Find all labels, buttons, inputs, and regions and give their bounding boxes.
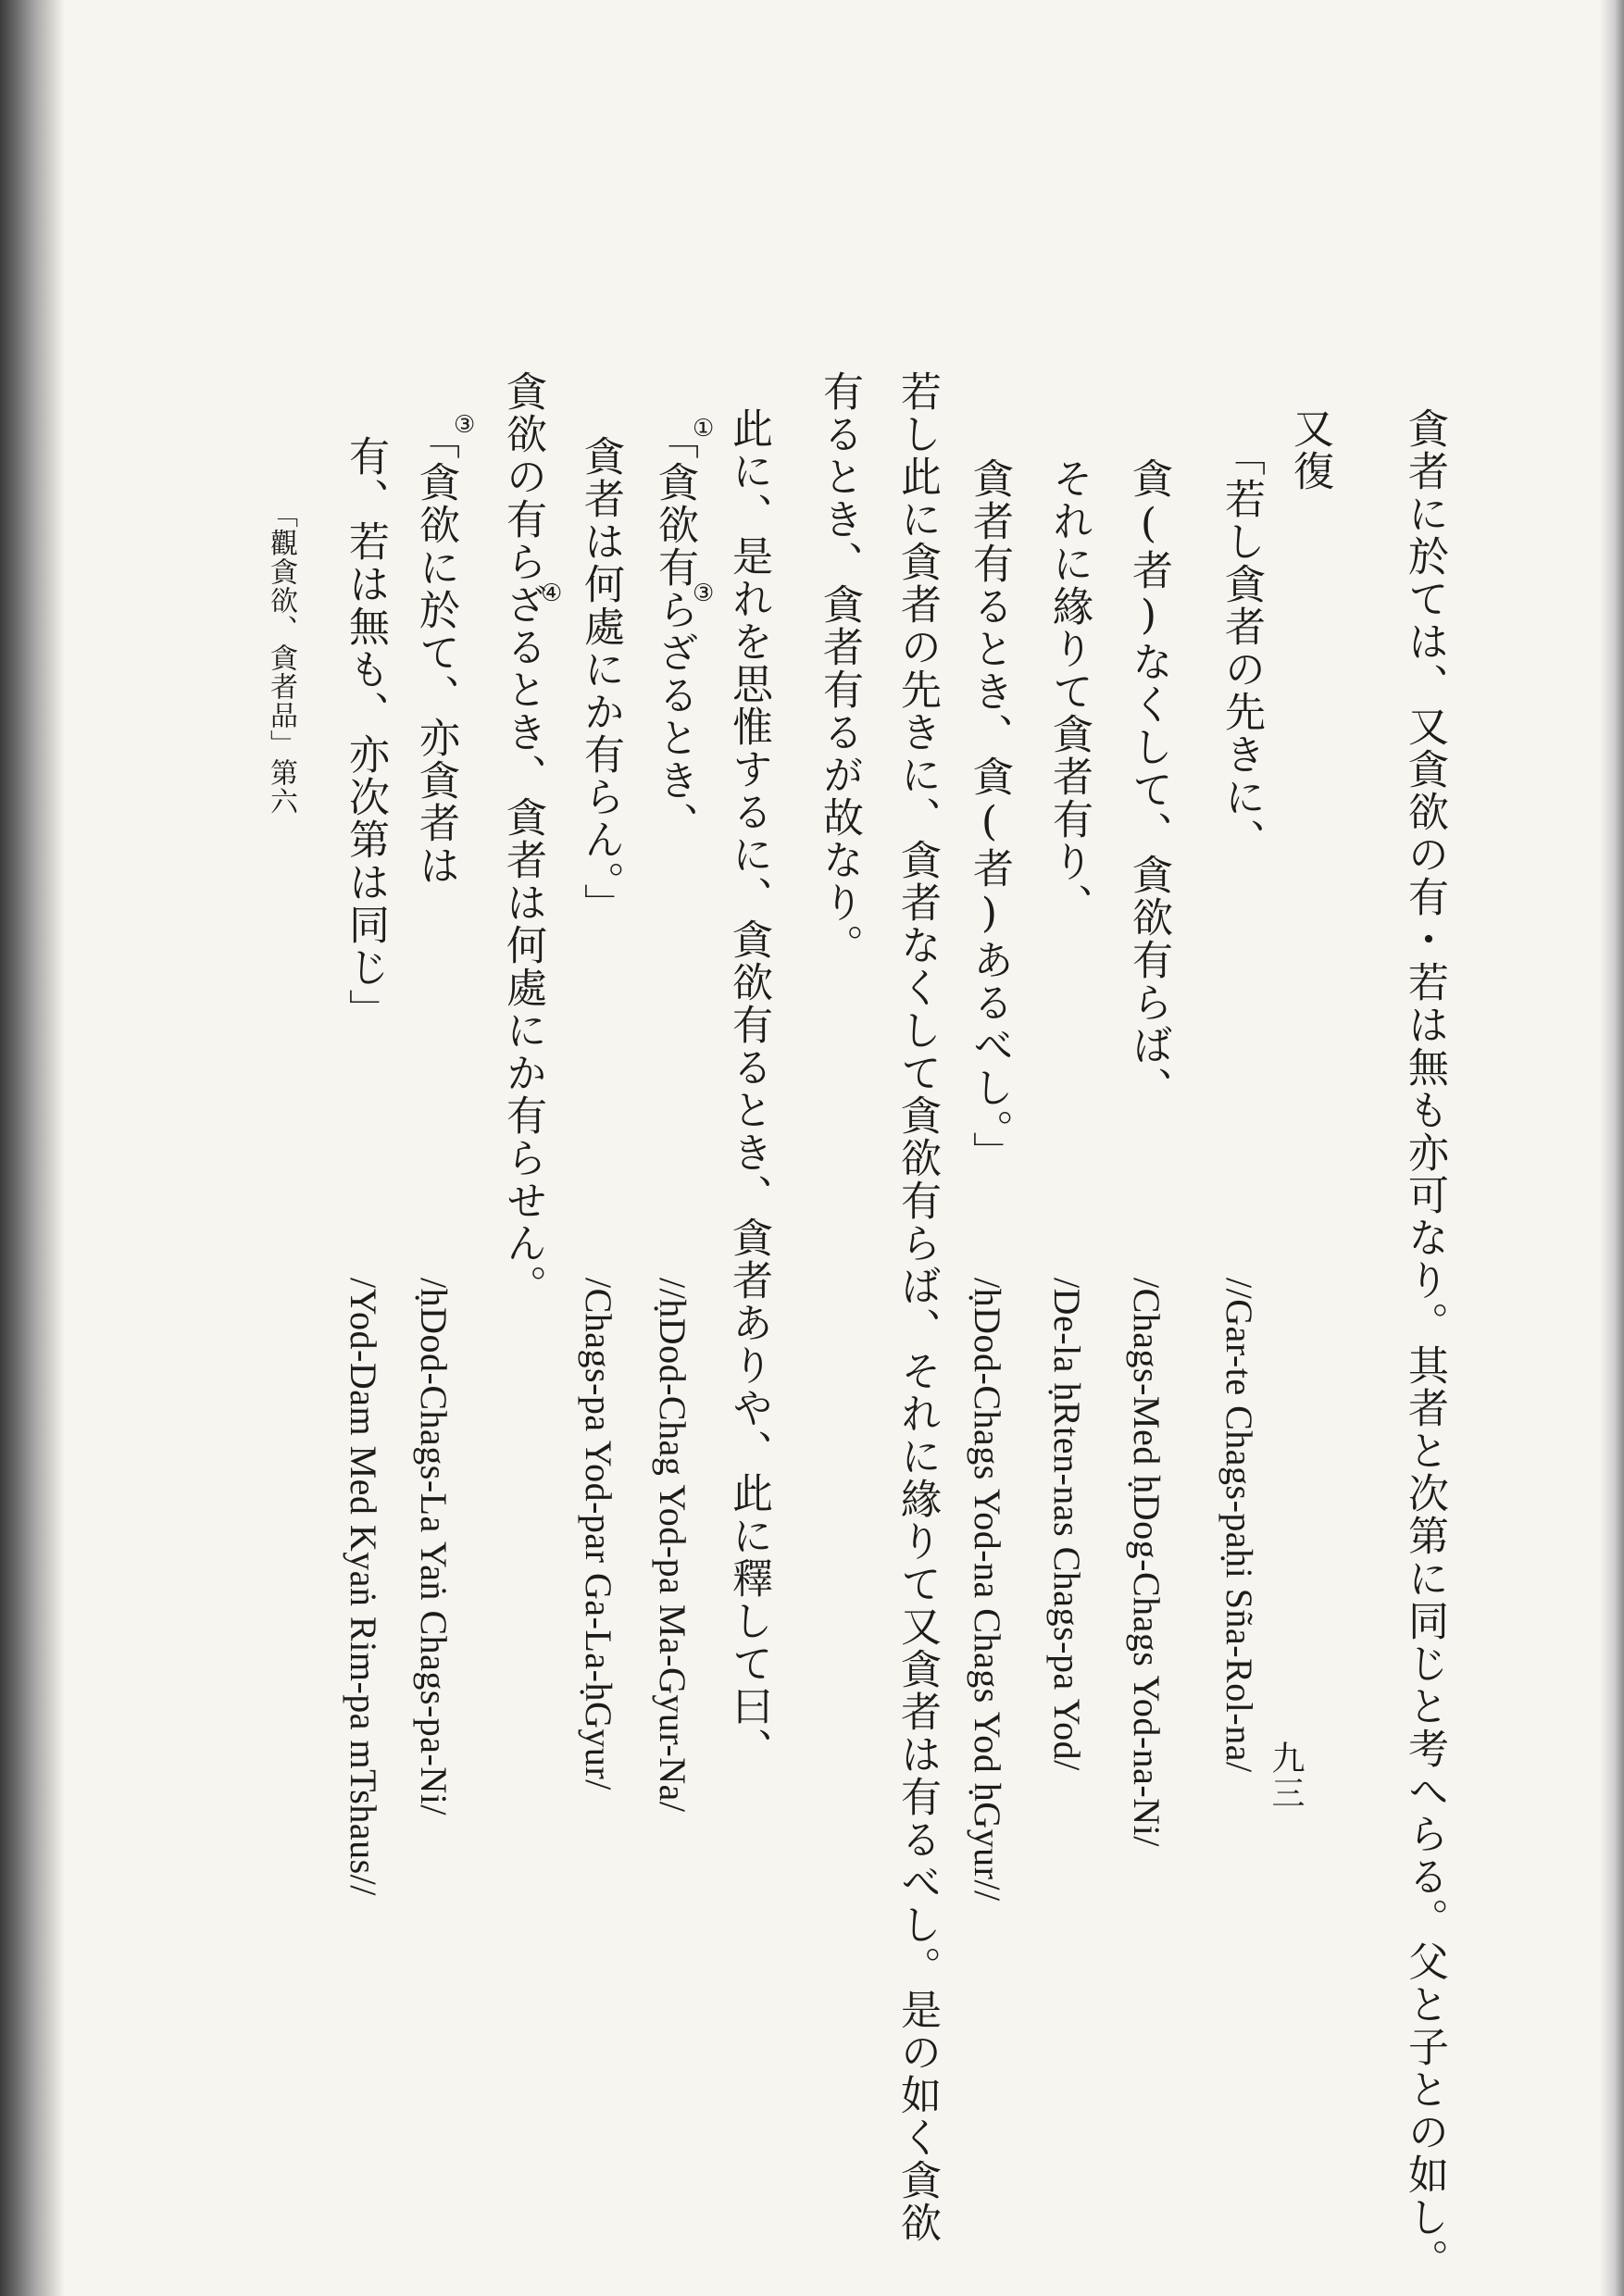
note-marker-4: ④: [541, 580, 563, 607]
text-column-12: 貪欲の有らざるとき、貪者は何處にか有らせん。: [499, 370, 546, 1307]
note-marker-3b: ③: [454, 411, 476, 439]
tibetan-line-7: /ḥDod-Chags-La Yaṅ Chags-pa-Ni/: [413, 1278, 455, 1816]
text-column-1: 貪者に於ては、又貪欲の有・若は無も亦可なり。其者と次第に同じと考へらる。父と子との如し。: [1401, 407, 1448, 2281]
text-column-11: 貪者は何處にか有らん。」: [577, 435, 624, 926]
page-edge: [1600, 0, 1624, 2296]
text-column-7: 若し此に貪者の先きに、貪者なくして貪欲有らば、それに緣りて又貪者は有るべし。是の如く貪欲: [893, 370, 941, 2244]
text-column-10: 「貪欲有らざるとき、: [651, 418, 698, 844]
text-column-5: それに緣りて貪者有り、: [1045, 457, 1093, 926]
text-column-9: 此に、是れを思惟するに、貪欲有るとき、貪者ありや、此に釋して曰、: [725, 407, 772, 1770]
tibetan-line-2: /Chags-Med ḥDog-Chags Yod-na-Ni/: [1126, 1278, 1168, 1847]
text-column-6: 貪者有るとき、貪(者)あるべし。」: [966, 457, 1013, 1174]
tibetan-line-8: /Yod-Dam Med Kyaṅ Rim-pa mTshaus//: [343, 1278, 384, 1896]
tibetan-line-4: /ḥDod-Chags Yod-na Chags Yod ḥGyur//: [967, 1278, 1008, 1902]
chapter-footer: 「觀貪欲、貪者品」第六: [265, 500, 297, 816]
text-column-14: 有、若は無も、亦次第は同じ」: [342, 435, 389, 1031]
page-number: 九三: [1267, 1741, 1305, 1811]
text-column-13: 「貪欲に於て、亦貪者は: [412, 418, 459, 887]
text-column-4: 貪(者)なくして、貪欲有らば、: [1125, 457, 1172, 1109]
tibetan-line-1: //Gar-te Chags-paḥi Sña-Rol-na/: [1218, 1278, 1260, 1773]
tibetan-line-3: /De-la ḥRten-nas Chags-pa Yod/: [1046, 1278, 1088, 1771]
text-column-2: 又復: [1286, 407, 1333, 493]
tibetan-line-5: //ḥDod-Chag Yod-pa Ma-Gyur-Na/: [652, 1278, 693, 1813]
text-column-8: 有るとき、貪者有るが故なり。: [816, 370, 863, 967]
note-marker-3a: ③: [693, 580, 715, 607]
text-column-3: 「若し貪者の先きに、: [1218, 435, 1265, 861]
note-marker-1: ①: [693, 415, 715, 443]
tibetan-line-6: /Chags-pa Yod-par Ga-La-ḥGyur/: [578, 1278, 619, 1791]
binding-shadow: [0, 0, 65, 2296]
